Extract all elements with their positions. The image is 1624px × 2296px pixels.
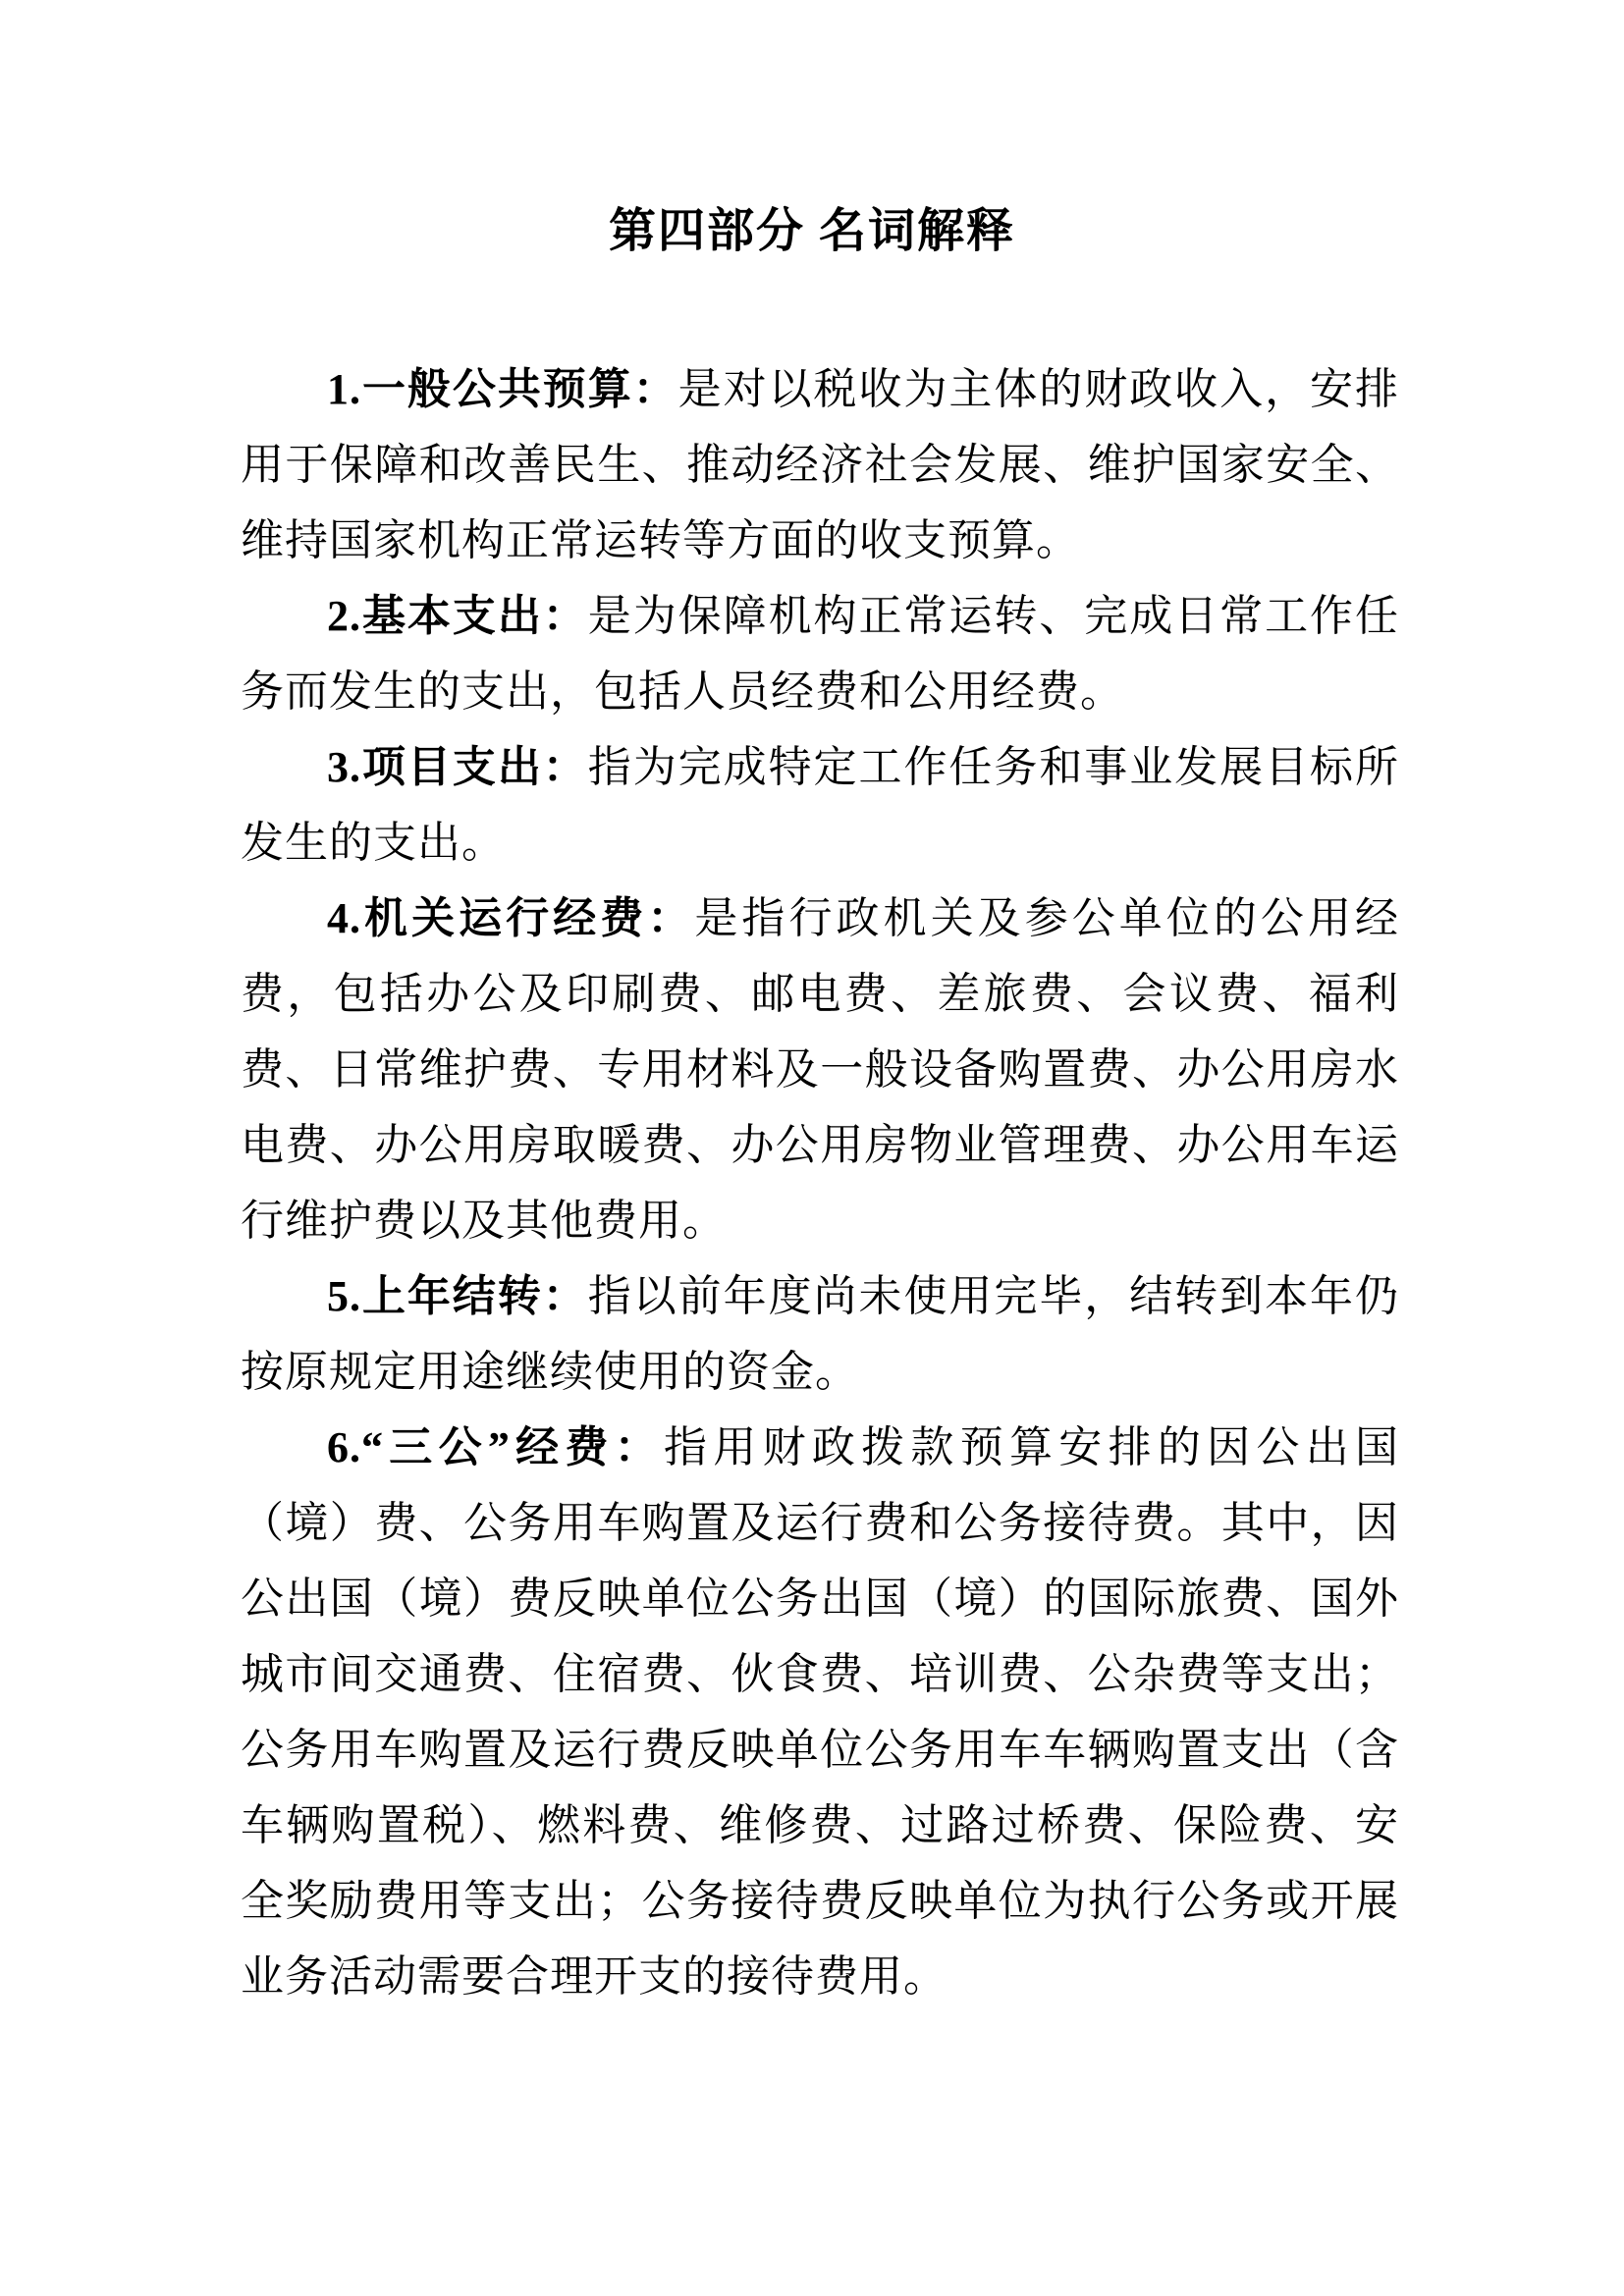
term-label: 3.项目支出： <box>327 743 588 791</box>
term-definition: 是指行政机关及参公单位的公用经费，包括办公及印刷费、邮电费、差旅费、会议费、福利费、日常维护费、专用材料及一般设备购置费、办公用房水电费、办公用房取暖费、办公用房物业管理费、办公用车运行维护费以及其他费用。 <box>241 894 1400 1245</box>
term-definition-paragraph <box>241 1410 1399 2014</box>
term-definition-paragraph <box>241 729 1399 881</box>
term-label: 1.一般公共预算： <box>327 365 678 413</box>
document-body <box>241 351 1399 2014</box>
page-title: 第四部分 名词解释 <box>608 205 1015 257</box>
term-definition: 指为完成特定工作任务和事业发展目标所发生的支出。 <box>241 743 1400 867</box>
term-definition: 是为保障机构正常运转、完成日常工作任务而发生的支出，包括人员经费和公用经费。 <box>241 592 1400 716</box>
term-definition-paragraph <box>241 881 1399 1258</box>
term-label: 4.机关运行经费： <box>327 894 695 942</box>
term-definition-paragraph <box>241 578 1399 729</box>
term-label: 2.基本支出： <box>327 592 588 640</box>
term-label: 6.“三公”经费： <box>327 1423 664 1471</box>
term-definition: 是对以税收为主体的财政收入，安排用于保障和改善民生、推动经济社会发展、维护国家安全、维持国家机构正常运转等方面的收支预算。 <box>241 365 1400 564</box>
term-label: 5.上年结转： <box>327 1272 588 1320</box>
term-definition: 指用财政拨款预算安排的因公出国（境）费、公务用车购置及运行费和公务接待费。其中，因公出国（境）费反映单位公务出国（境）的国际旅费、国外城市间交通费、住宿费、伙食费、培训费、公杂费等支出；公务用车购置及运行费反映单位公务用车车辆购置支出（含车辆购置税）、燃料费、维修费、过路过桥费、保险费、安全奖励费用等支出；公务接待费反映单位为执行公务或开展业务活动需要合理开支的接待费用。 <box>241 1423 1399 2001</box>
term-definition: 指以前年度尚未使用完毕，结转到本年仍按原规定用途继续使用的资金。 <box>241 1272 1400 1396</box>
term-definition-paragraph <box>241 1258 1399 1410</box>
term-definition-paragraph <box>241 351 1399 578</box>
